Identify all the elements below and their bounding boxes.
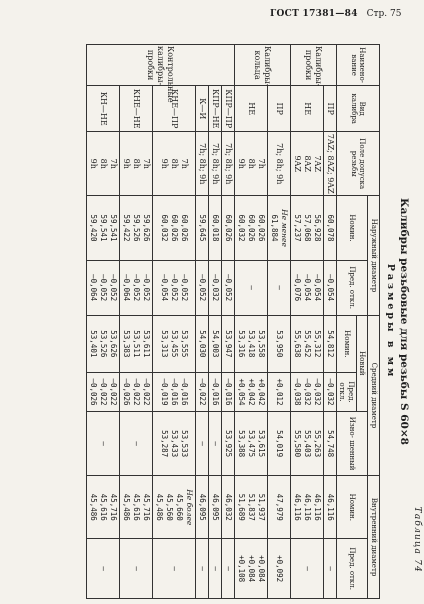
inner-nominal-value: 45,616 (99, 493, 108, 521)
outer-nominal-value: 59,541 (109, 214, 118, 242)
gauge-table (86, 44, 380, 599)
group-label: Калибры- кольца (235, 45, 291, 86)
middle-nominal-cell (268, 315, 291, 372)
gauge-type-value: ПР (326, 102, 335, 115)
table-row (153, 45, 196, 599)
inner-nominal-value: 46,032 (224, 493, 233, 521)
outer-nominal-value: 57,237 (293, 214, 302, 242)
inner-deviation-cell (196, 539, 209, 599)
tolerance-field-value: 7h; 8h; 9h (198, 143, 207, 185)
middle-nominal-cell (153, 315, 196, 372)
inner-nominal-header: Номин. (337, 476, 369, 539)
inner-deviation-value: — (198, 566, 207, 571)
inner-nominal-value: 45,486 (122, 493, 131, 521)
middle-deviation-value: —0,022 (99, 378, 108, 406)
middle-nominal-value: 53,950 (275, 330, 284, 358)
middle-deviation-cell (153, 373, 196, 412)
col-outer-header: Наружный диаметр (368, 196, 380, 315)
table-row (324, 45, 337, 599)
middle-deviation-value: —0,019 (160, 378, 169, 406)
inner-deviation-value: — (132, 566, 141, 571)
middle-worn-value: 53,287 (160, 430, 169, 458)
middle-deviation-value: —0,022 (142, 378, 151, 406)
outer-nominal-value: 60,032 (237, 214, 246, 242)
tolerance-field-cell (235, 132, 268, 196)
tolerance-field-cell (268, 132, 291, 196)
inner-nominal-value: 45,486 (89, 493, 98, 521)
outer-deviation-value: —0,064 (89, 274, 98, 302)
inner-nominal-cell (209, 476, 222, 539)
middle-dev-header: Пред. откл. (337, 373, 357, 412)
outer-deviation-value: —0,052 (109, 274, 118, 302)
gauge-type-value: КПР—НЕ (211, 89, 220, 129)
gauge-type-cell (291, 86, 324, 132)
inner-deviation-value: — (303, 566, 312, 571)
table-row (268, 45, 291, 599)
middle-worn-value: 55,403 (303, 430, 312, 458)
inner-nominal-cell (120, 476, 153, 539)
outer-nominal-value: 59,541 (99, 214, 108, 242)
inner-nominal-value: 46,095 (198, 493, 207, 521)
table-subtitle: Размеры в мм (385, 263, 396, 380)
inner-nominal-cell (87, 476, 120, 539)
middle-worn-cell (268, 411, 291, 475)
outer-nominal-value: 60,078 (326, 214, 335, 242)
gauge-type-value: КНЕ—НЕ (132, 88, 141, 129)
gauge-type-value: ПР (275, 102, 284, 115)
col-inner-header: Внутренний диаметр (368, 476, 380, 599)
tolerance-field-value: 8AZ (303, 155, 312, 172)
tolerance-field-cell (196, 132, 209, 196)
outer-deviation-value: —0,054 (313, 274, 322, 302)
middle-deviation-value: —0,016 (224, 378, 233, 406)
inner-deviation-value: — (99, 566, 108, 571)
inner-nominal-cell (153, 476, 196, 539)
inner-deviation-cell (268, 539, 291, 599)
middle-worn-cell (235, 411, 268, 475)
outer-deviation-cell (235, 260, 268, 315)
inner-deviation-value: +0,108 (237, 555, 246, 583)
middle-worn-cell (291, 411, 324, 475)
outer-nominal-value: 60,026 (247, 214, 256, 242)
middle-nominal-cell (120, 315, 153, 372)
middle-deviation-value: +0,054 (237, 378, 246, 406)
middle-deviation-value: —0,032 (303, 378, 312, 406)
outer-deviation-cell (291, 260, 324, 315)
gauge-type-cell (222, 86, 235, 132)
middle-worn-value: — (132, 441, 141, 446)
tolerance-field-cell (87, 132, 120, 196)
outer-nominal-value: 59,645 (198, 214, 207, 242)
outer-nominal-value: 60,026 (170, 214, 179, 242)
outer-deviation-value: —0,052 (170, 274, 179, 302)
tolerance-field-value: 9AZ (293, 155, 302, 172)
outer-deviation-value: —0,032 (211, 274, 220, 302)
outer-nominal-cell (268, 196, 291, 260)
inner-deviation-cell (87, 539, 120, 599)
middle-worn-value: 53,615 (257, 430, 266, 458)
middle-worn-cell (120, 411, 153, 475)
middle-deviation-cell (222, 373, 235, 412)
middle-nominal-cell (196, 315, 209, 372)
middle-new-header: Новый (357, 315, 369, 411)
tolerance-field-value: 8h (247, 158, 256, 169)
middle-worn-value: 55,263 (313, 430, 322, 458)
middle-deviation-value: —0,022 (109, 378, 118, 406)
gauge-type-cell (268, 86, 291, 132)
outer-deviation-value: — (275, 285, 284, 290)
table-row (291, 45, 324, 599)
middle-nominal-value: 53,418 (247, 330, 256, 358)
group-label: Калибры- пробки (291, 45, 337, 86)
page-number: Стр. 75 (366, 9, 402, 19)
table-title: Калибры резьбовые для резьбы S 60×8 (398, 198, 410, 445)
limit-note: Не менее (280, 209, 289, 247)
middle-deviation-value: —0,016 (211, 378, 220, 406)
outer-deviation-cell (196, 260, 209, 315)
middle-deviation-value: —0,032 (326, 378, 335, 406)
tolerance-field-value: 9h (89, 158, 98, 169)
middle-worn-cell (209, 411, 222, 475)
outer-deviation-cell (120, 260, 153, 315)
inner-deviation-value: +0,092 (275, 555, 284, 583)
outer-deviation-value: —0,052 (198, 274, 207, 302)
inner-nominal-value: 45,660 (175, 493, 184, 521)
outer-nominal-value: 56,928 (313, 214, 322, 242)
gauge-type-value: КНЕ—ПР (170, 89, 179, 129)
limit-note: Не более (185, 489, 194, 526)
table-number: Таблица 74 (412, 506, 422, 573)
inner-nominal-cell (222, 476, 235, 539)
tolerance-field-cell (291, 132, 324, 196)
outer-deviation-value: —0,054 (326, 274, 335, 302)
middle-nominal-value: 53,313 (160, 330, 169, 358)
middle-deviation-cell (87, 373, 120, 412)
middle-nominal-cell (87, 315, 120, 372)
outer-nominal-cell (87, 196, 120, 260)
tolerance-field-value: 7h; 8h; 9h (224, 143, 233, 185)
middle-deviation-value: +0,042 (257, 378, 266, 406)
outer-nominal-cell (153, 196, 196, 260)
inner-nominal-value: 45,716 (142, 493, 151, 521)
middle-worn-cell (87, 411, 120, 475)
middle-nominal-value: 53,511 (132, 330, 141, 358)
middle-deviation-cell (196, 373, 209, 412)
inner-deviation-cell (209, 539, 222, 599)
middle-worn-value: 53,475 (247, 430, 256, 458)
inner-nominal-cell (196, 476, 209, 539)
middle-worn-cell (196, 411, 209, 475)
tolerance-field-cell (222, 132, 235, 196)
gauge-type-cell (209, 86, 222, 132)
middle-nominal-value: 55,312 (313, 330, 322, 358)
middle-nominal-cell (209, 315, 222, 372)
inner-nominal-value: 45,616 (132, 493, 141, 521)
table-body (87, 45, 337, 599)
outer-deviation-value: — (247, 285, 256, 290)
outer-nominal-value: 60,026 (180, 214, 189, 242)
inner-deviation-value: +0,084 (247, 555, 256, 583)
middle-nominal-value: 53,401 (89, 330, 98, 358)
tolerance-field-value: 7h (257, 158, 266, 169)
inner-nominal-value: 47,979 (275, 493, 284, 521)
inner-deviation-cell (291, 539, 324, 599)
tolerance-field-value: 7AZ (313, 155, 322, 172)
outer-deviation-value: —0,052 (142, 274, 151, 302)
tolerance-field-value: 8h (132, 158, 141, 169)
gauge-type-value: КН—НЕ (99, 91, 108, 126)
middle-nominal-value: 53,626 (109, 330, 118, 358)
outer-nominal-cell (235, 196, 268, 260)
col-type-header: Вид калибра (337, 86, 380, 132)
middle-nominal-header: Номин. (337, 315, 357, 372)
outer-deviation-value: —0,054 (160, 274, 169, 302)
tolerance-field-value: 7h; 8h; 9h (211, 143, 220, 185)
outer-nominal-value: 60,018 (211, 214, 220, 242)
outer-nominal-value: 61,884 (270, 214, 279, 242)
inner-nominal-value: 51,837 (247, 493, 256, 521)
middle-worn-value: 54,748 (326, 430, 335, 458)
middle-deviation-value: —0,022 (198, 378, 207, 406)
middle-worn-value: 53,533 (180, 430, 189, 458)
tolerance-field-value: 7h (180, 158, 189, 169)
middle-nominal-cell (235, 315, 268, 372)
middle-worn-value: 53,388 (237, 430, 246, 458)
middle-nominal-value: 53,611 (142, 330, 151, 358)
inner-nominal-cell (235, 476, 268, 539)
outer-nominal-cell (222, 196, 235, 260)
middle-deviation-cell (324, 373, 337, 412)
middle-worn-header: Изно- шенный (337, 411, 369, 475)
inner-dev-header: Пред. откл. (337, 539, 369, 599)
middle-worn-cell (324, 411, 337, 475)
tolerance-field-value: 7h; 8h; 9h (275, 143, 284, 185)
inner-deviation-cell (222, 539, 235, 599)
middle-nominal-value: 54,003 (211, 330, 220, 358)
outer-deviation-cell (222, 260, 235, 315)
middle-deviation-cell (291, 373, 324, 412)
middle-nominal-value: 55,452 (303, 330, 312, 358)
tolerance-field-cell (324, 132, 337, 196)
tolerance-field-value: 9h (160, 158, 169, 169)
outer-nominal-value: 60,026 (257, 214, 266, 242)
middle-deviation-value: —0,026 (122, 378, 131, 406)
outer-dev-header: Пред. откл. (337, 260, 369, 315)
middle-deviation-value: —0,016 (180, 378, 189, 406)
outer-nominal-cell (196, 196, 209, 260)
tolerance-field-value: 9h (122, 158, 131, 169)
middle-worn-value: 55,580 (293, 430, 302, 458)
inner-nominal-value: 46,116 (313, 493, 322, 521)
middle-deviation-value: —0,022 (132, 378, 141, 406)
table-row (87, 45, 120, 599)
middle-nominal-cell (291, 315, 324, 372)
inner-nominal-cell (324, 476, 337, 539)
col-middle-header: Средний диаметр (368, 315, 380, 476)
standard-number: ГОСТ 17381—84 (270, 9, 358, 19)
middle-nominal-cell (222, 315, 235, 372)
middle-deviation-value: —0,016 (170, 378, 179, 406)
inner-nominal-value: 45,486 (155, 493, 164, 521)
middle-deviation-value: +0,012 (275, 378, 284, 406)
table-row (209, 45, 222, 599)
outer-nominal-value: 59,526 (132, 214, 141, 242)
outer-nominal-cell (324, 196, 337, 260)
middle-deviation-value: —0,032 (313, 378, 322, 406)
outer-deviation-value: —0,076 (293, 274, 302, 302)
middle-nominal-value: 53,383 (122, 330, 131, 358)
inner-deviation-cell (153, 539, 196, 599)
gauge-type-value: НЕ (247, 102, 256, 116)
rotated-table-page (26, 40, 424, 603)
middle-worn-cell (153, 411, 196, 475)
inner-nominal-value: 46,116 (293, 493, 302, 521)
inner-deviation-cell (235, 539, 268, 599)
outer-nominal-cell (120, 196, 153, 260)
middle-deviation-value: —0,026 (89, 378, 98, 406)
middle-deviation-value: —0,038 (293, 378, 302, 406)
inner-deviation-value: — (224, 566, 233, 571)
inner-nominal-value: 46,095 (211, 493, 220, 521)
middle-deviation-cell (235, 373, 268, 412)
inner-deviation-cell (324, 539, 337, 599)
inner-nominal-value: 45,716 (109, 493, 118, 521)
tolerance-field-value: 8h (170, 158, 179, 169)
outer-deviation-cell (209, 260, 222, 315)
tolerance-field-value: 7h (109, 158, 118, 169)
middle-nominal-cell (324, 315, 337, 372)
outer-nominal-header: Номин. (337, 196, 369, 260)
middle-worn-value: — (99, 441, 108, 446)
gauge-type-value: НЕ (303, 102, 312, 116)
gauge-type-value: КПР—ПР (224, 89, 233, 129)
gauge-type-cell (120, 86, 153, 132)
middle-nominal-value: 53,316 (237, 330, 246, 358)
tolerance-field-value: 9h (237, 158, 246, 169)
outer-nominal-cell (209, 196, 222, 260)
middle-worn-value: — (198, 441, 207, 446)
outer-deviation-value: —0,052 (180, 274, 189, 302)
outer-nominal-value: 59,420 (89, 214, 98, 242)
inner-nominal-cell (268, 476, 291, 539)
table-row (196, 45, 209, 599)
inner-deviation-value: +0,084 (257, 555, 266, 583)
middle-nominal-value: 53,455 (170, 330, 179, 358)
inner-nominal-value: 45,560 (165, 493, 174, 521)
gauge-type-value: К—И (198, 98, 207, 120)
middle-deviation-value: +0,042 (247, 378, 256, 406)
gauge-type-cell (87, 86, 120, 132)
inner-nominal-cell (291, 476, 324, 539)
middle-nominal-value: 53,947 (224, 330, 233, 358)
outer-nominal-value: 60,032 (160, 214, 169, 242)
inner-deviation-value: — (211, 566, 220, 571)
middle-deviation-cell (268, 373, 291, 412)
gauge-type-cell (324, 86, 337, 132)
gauge-type-cell (196, 86, 209, 132)
middle-worn-value: 54,019 (275, 430, 284, 458)
table-row (235, 45, 268, 599)
outer-nominal-value: 59,422 (122, 214, 131, 242)
tolerance-field-value: 7h (142, 158, 151, 169)
col-name-header: Наимено- вание (337, 45, 380, 86)
inner-deviation-value: — (326, 566, 335, 571)
tolerance-field-cell (120, 132, 153, 196)
outer-nominal-value: 57,068 (303, 214, 312, 242)
outer-deviation-cell (268, 260, 291, 315)
outer-deviation-cell (324, 260, 337, 315)
inner-nominal-value: 46,116 (326, 493, 335, 521)
tolerance-field-cell (209, 132, 222, 196)
inner-nominal-value: 46,116 (303, 493, 312, 521)
tolerance-field-value: 7AZ; 8AZ; 9AZ (326, 133, 335, 194)
middle-worn-value: — (211, 441, 220, 446)
table-row (222, 45, 235, 599)
table-row (120, 45, 153, 599)
middle-nominal-value: 53,558 (257, 330, 266, 358)
page-header (270, 9, 401, 19)
middle-deviation-cell (209, 373, 222, 412)
inner-deviation-value: — (170, 566, 179, 571)
inner-nominal-value: 51,937 (257, 493, 266, 521)
middle-worn-value: 53,433 (170, 430, 179, 458)
outer-deviation-value: —0,064 (122, 274, 131, 302)
outer-deviation-cell (87, 260, 120, 315)
middle-nominal-value: 54,812 (326, 330, 335, 358)
outer-deviation-value: —0,052 (224, 274, 233, 302)
tolerance-field-value: 8h (99, 158, 108, 169)
outer-deviation-value: —0,052 (132, 274, 141, 302)
middle-nominal-value: 55,638 (293, 330, 302, 358)
outer-deviation-cell (153, 260, 196, 315)
group-label: Контрольные калибры-пробки (87, 45, 235, 86)
middle-deviation-cell (120, 373, 153, 412)
col-field-header: Поле допуска резьбы (337, 132, 380, 196)
outer-nominal-value: 59,626 (142, 214, 151, 242)
outer-nominal-cell (291, 196, 324, 260)
middle-worn-cell (222, 411, 235, 475)
outer-deviation-value: —0,054 (303, 274, 312, 302)
gauge-type-cell (153, 86, 196, 132)
outer-deviation-value: —0,052 (99, 274, 108, 302)
middle-worn-value: 53,925 (224, 430, 233, 458)
tolerance-field-cell (153, 132, 196, 196)
middle-nominal-value: 54,030 (198, 330, 207, 358)
inner-deviation-cell (120, 539, 153, 599)
outer-nominal-value: 60,026 (224, 214, 233, 242)
inner-nominal-value: 51,689 (237, 493, 246, 521)
gauge-type-cell (235, 86, 268, 132)
middle-nominal-value: 53,555 (180, 330, 189, 358)
middle-nominal-value: 53,526 (99, 330, 108, 358)
